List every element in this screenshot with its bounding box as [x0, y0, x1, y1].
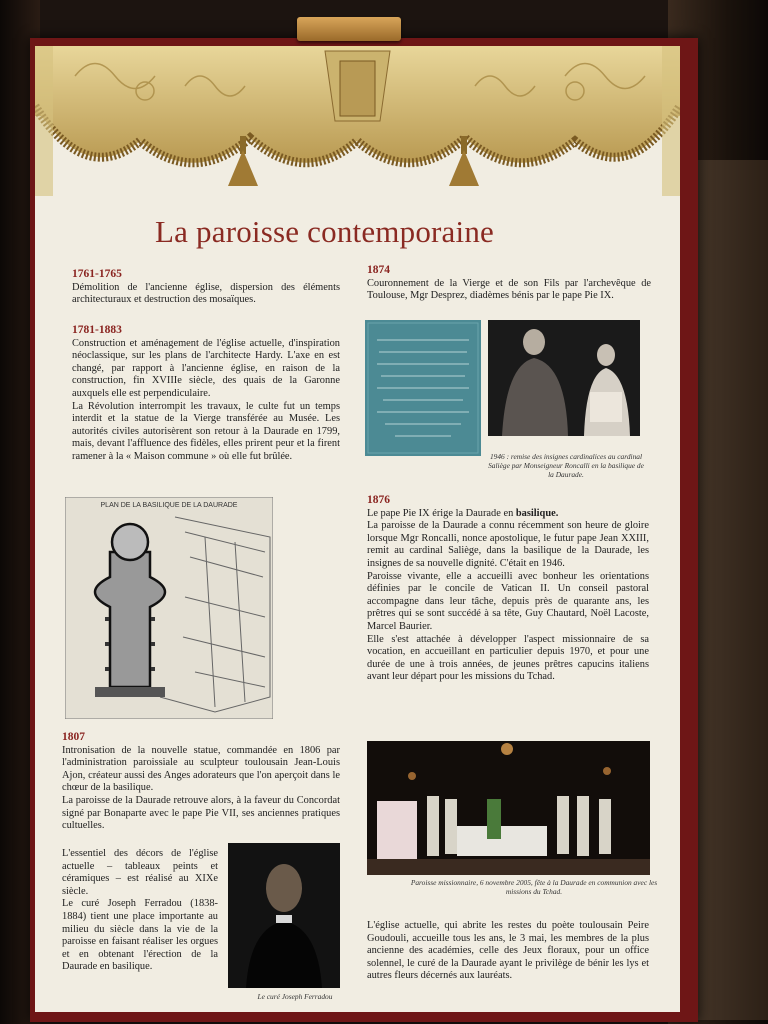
ferradou-portrait: [228, 843, 340, 988]
section-text: Paroisse vivante, elle a accueilli avec bonheur les orientations définies par le concile de Vatican II. Un conseil pastoral accompagne dans leur tâche, depuis près de quarante ans, les prêtres qui se sont succédé à sa tête, Guy Chautard, Noël Lacoste, Marcel Baurier.: [367, 570, 649, 632]
photo-1946: [488, 320, 640, 436]
section-lead-text: Le pape Pie IX érige la Daurade en: [367, 507, 516, 519]
ferradou-caption: Le curé Joseph Ferradou: [257, 992, 333, 1001]
section-year: 1874: [367, 264, 390, 276]
section-text: La paroisse de la Daurade retrouve alors, à la faveur du Concordat signé par Bonaparte avec le pape Pie VII, ses anciennes pratiques cultuelles.: [62, 794, 340, 832]
section-text: Démolition de l'ancienne église, dispersion des éléments architecturaux et destruction des mosaïques.: [72, 281, 340, 306]
decorative-drapery: [35, 46, 680, 196]
section-text: Couronnement de la Vierge et de son Fils par l'archevêque de Toulouse, Mgr Desprez, diadèmes bénis par le pape Pie IX.: [367, 277, 651, 302]
section-final: [367, 920, 649, 983]
section-text: La Révolution interrompit les travaux, le culte fut un temps interdit et la statue de la Vierge transférée au Musée. Les autorités civiles autorisèrent son retour à la Daurade en 1799, mais, devant l'affluence des fidèles, elles prirent peur et la firent ramener à la « Maison commune » où elle fut brûlée.: [72, 400, 340, 462]
section-1807: [62, 731, 340, 833]
section-1761: [72, 268, 340, 307]
section-text: Le curé Joseph Ferradou (1838-1884) tient une place importante au milieu du siècle dans la vie de la paroisse en faisant réaliser les orgues et en obtenant l'érection de la Daurade en basilique.: [62, 898, 218, 973]
section-1874: [367, 264, 651, 303]
board-clip: [297, 17, 401, 41]
section-1876: [367, 494, 649, 684]
section-text: L'église actuelle, qui abrite les restes du poète toulousain Peire Goudouli, accueille tous les ans, le 3 mai, les membres de la plus ancienne des académies, celle des Jeux floraux, pour un office solennel, le curé de la Daurade ayant le privilège de bénir les lys et autres fleurs décernés aux lauréats.: [367, 920, 649, 982]
mass-photo: [367, 741, 650, 875]
plaque-photo: [365, 320, 481, 456]
section-text: Elle s'est attachée à développer l'aspect missionnaire de sa vocation, en accueillant en particulier depuis 1970, et pour une durée de une à trois années, de jeunes prêtres capucins italiens avant leur départ pour les missions du Tchad.: [367, 633, 649, 683]
mass-photo-caption: Paroisse missionnaire, 6 novembre 2005, fête à la Daurade en communion avec les missions du Tchad.: [410, 878, 658, 896]
photo-1946-caption: 1946 : remise des insignes cardinalices au cardinal Saliège par Monseigneur Roncalli en la basilique de la Daurade.: [488, 452, 644, 479]
plan-caption: PLAN DE LA BASILIQUE DE LA DAURADE: [100, 502, 238, 509]
section-year: 1807: [62, 731, 85, 743]
section-text: La paroisse de la Daurade a connu récemment son heure de gloire lorsque Mgr Roncalli, nonce apostolique, le futur pape Jean XXIII, remit au cardinal Saliège, dans la basilique de la Daurade, les insignes de sa nouvelle dignité. C'était en 1946.: [367, 520, 649, 569]
page-title: La paroisse contemporaine: [155, 214, 494, 249]
section-1807-decor: [62, 848, 218, 974]
basilica-plan-image: [65, 497, 273, 719]
section-year: 1761-1765: [72, 268, 122, 280]
section-year: 1876: [367, 494, 390, 506]
section-text: Construction et aménagement de l'église actuelle, d'inspiration néoclassique, sur les plans de l'architecte Hardy. L'axe en est changé, par rapport à l'ancienne église, en raison de la construction, fin XVIIIe siècle, des quais de la Garonne auxquels elle est perpendiculaire.: [72, 337, 340, 399]
section-text: L'essentiel des décors de l'église actuelle – tableaux peints et céramiques – est réalisé au XIXe siècle.: [62, 848, 218, 897]
section-year: 1781-1883: [72, 324, 122, 336]
drapery-emblem: [325, 51, 390, 121]
section-text: Intronisation de la nouvelle statue, commandée en 1806 par l'administration paroissiale au sculpteur toulousain Jean-Louis Ajon, créateur aussi des Anges adorateurs que l'on aperçoit dans le chœur de la basilique.: [62, 744, 340, 794]
section-1781: [72, 324, 340, 464]
section-lead-bold: basilique.: [515, 507, 559, 519]
section-lead: [367, 508, 649, 521]
